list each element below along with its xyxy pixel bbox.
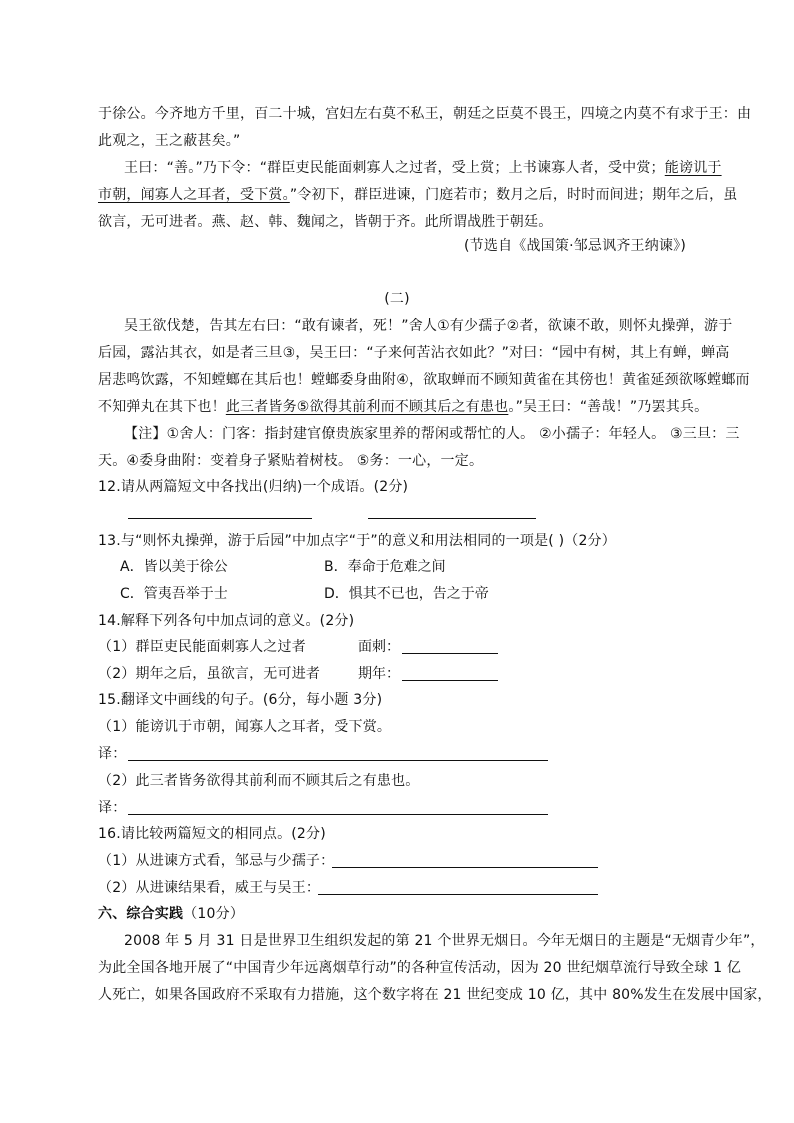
passage2-heading: (二) [384, 291, 410, 307]
passage2-line-4 [98, 397, 708, 417]
q13-option-d[interactable]: D．惧其不已也，告之于帝 [324, 586, 489, 602]
q13-option-a[interactable]: A．皆以美于徐公 [120, 559, 228, 575]
question-13: 13.与“则怀丸操弹，游于后园”中加点字“于”的意义和用法相同的一项是( )（2分） [98, 533, 616, 549]
q13-option-b[interactable]: B．奉命于危难之间 [324, 559, 446, 575]
passage1-para2-line-1 [124, 158, 722, 178]
passage2-line-1: 吴王欲伐楚，告其左右曰：“敢有谏者，死！”舍人①有少孺子②者，欲谏不敢，则怀丸操弹，游于 [124, 318, 733, 334]
q16-answer-blank-2[interactable] [318, 880, 598, 895]
section-6-heading [98, 904, 244, 924]
passage1-para2-text-2: ”令初下，群臣进谏，门庭若市；数月之后，时时而间进；期年之后，虽 [289, 187, 738, 203]
underlined-sentence-2: 此三者皆务⑤欲得其前利而不顾其后之有患也 [225, 399, 509, 415]
section-6-score: （10分） [183, 906, 245, 922]
passage1-line-2: 此观之，王之蔽甚矣。” [98, 133, 241, 149]
q12-answer-blank-2[interactable] [368, 504, 536, 519]
passage1-para2-line-3: 欲言，无可进者。燕、赵、韩、魏闻之，皆朝于齐。此所谓战胜于朝廷。 [98, 214, 553, 230]
section-6-line-1: 2008 年 5 月 31 日是世界卫生组织发起的第 21 个世界无烟日。今年无烟日的主题是“无烟青少年”， [124, 933, 765, 949]
underlined-sentence-part-2: 市朝，闻寡人之耳者，受下赏。 [98, 187, 290, 203]
underlined-sentence-part-1: 能谤讥于 [664, 160, 722, 176]
question-12: 12.请从两篇短文中各找出(归纳)一个成语。(2分) [98, 479, 409, 495]
q16-answer-blank-1[interactable] [332, 853, 598, 868]
q14-item-1: （1）群臣吏民能面刺寡人之过者 [98, 639, 306, 655]
passage2-line-2: 后园，露沾其衣，如是者三旦③，吴王曰：“子来何苦沾衣如此？”对曰：“园中有树，其上有蝉，蝉高 [98, 345, 730, 361]
q15-answer-blank-1[interactable] [128, 746, 548, 761]
question-16: 16.请比较两篇短文的相同点。(2分) [98, 826, 326, 842]
section-6-line-2: 为此全国各地开展了“中国青少年远离烟草行动”的各种宣传活动，因为 20 世纪烟草流行导致全球 1 亿 [98, 960, 742, 976]
notes-line-2: 天。④委身曲附：变着身子紧贴着树枝。 ⑤务：一心，一定。 [98, 453, 484, 469]
q15-answer-blank-2[interactable] [128, 800, 548, 815]
q14-item-1-label: 面刺： [358, 639, 400, 655]
q16-item-2: （2）从进谏结果看，威王与吴王： [98, 880, 321, 896]
passage1-para2-text: 王曰：“善。”乃下令：“群臣吏民能面刺寡人之过者，受上赏；上书谏寡人者，受中赏； [124, 160, 665, 176]
q13-option-c[interactable]: C．管夷吾举于士 [120, 586, 228, 602]
q15-translate-label-2: 译： [98, 800, 127, 816]
q16-item-1: （1）从进谏方式看，邹忌与少孺子： [98, 853, 335, 869]
q14-answer-blank-1[interactable] [402, 639, 498, 654]
question-15: 15.翻译文中画线的句子。(6分，每小题 3分) [98, 692, 383, 708]
q14-answer-blank-2[interactable] [402, 666, 498, 681]
notes-line-1: 【注】①舍人：门客：指封建官僚贵族家里养的帮闲或帮忙的人。 ②小孺子：年轻人。 ③三旦：三 [124, 426, 740, 442]
section-6-title: 六、综合实践 [98, 906, 184, 922]
q15-item-2: （2）此三者皆务欲得其前利而不顾其后之有患也。 [98, 773, 420, 789]
q12-answer-blank-1[interactable] [128, 504, 312, 519]
passage1-source: (节选自《战国策·邹忌讽齐王纳谏》) [464, 238, 686, 254]
q14-item-2-label: 期年： [358, 666, 400, 682]
q15-item-1: （1）能谤讥于市朝，闻寡人之耳者，受下赏。 [98, 719, 392, 735]
passage2-line-4-text: 不知弹丸在其下也！ [98, 399, 226, 415]
q15-translate-label-1: 译： [98, 746, 127, 762]
section-6-line-3: 人死亡，如果各国政府不采取有力措施，这个数字将在 21 世纪变成 10 亿，其中 80%发生在发展中国家， [98, 987, 772, 1003]
question-14: 14.解释下列各句中加点词的意义。(2分) [98, 613, 355, 629]
q14-item-2: （2）期年之后，虽欲言，无可进者 [98, 666, 321, 682]
passage1-line-1: 于徐公。今齐地方千里，百二十城，宫妇左右莫不私王，朝廷之臣莫不畏王，四境之内莫不有求于王：由 [98, 106, 752, 122]
passage1-para2-line-2 [98, 185, 737, 205]
passage2-line-3: 居悲鸣饮露，不知螳螂在其后也！螳螂委身曲附④，欲取蝉而不顾知黄雀在其傍也！黄雀延颈欲啄螳螂而 [98, 372, 750, 388]
passage2-line-4-end: 。”吴王曰：“善哉！”乃罢其兵。 [508, 399, 709, 415]
